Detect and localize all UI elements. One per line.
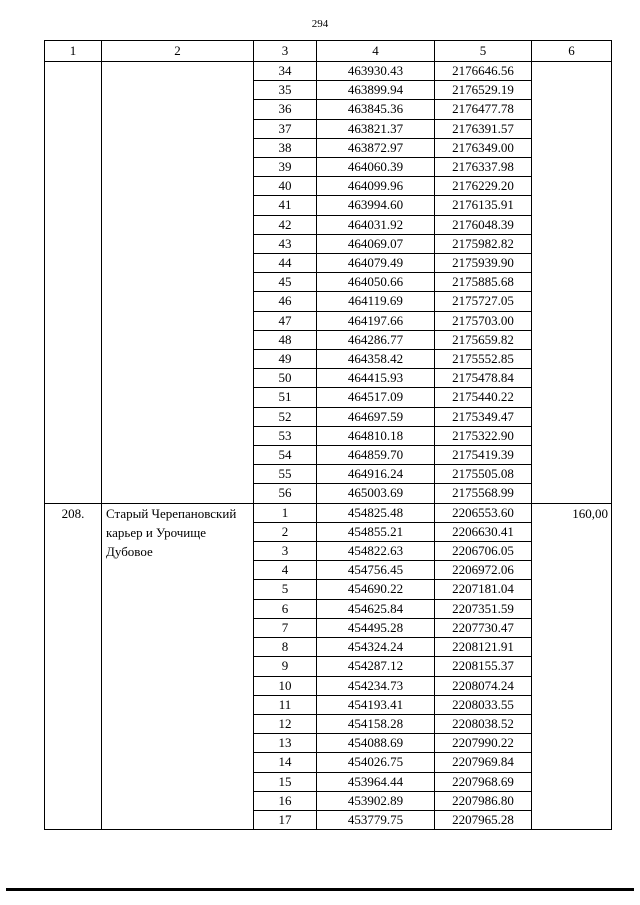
coord-x: 454625.84 bbox=[317, 599, 435, 618]
coord-y: 2207351.59 bbox=[435, 599, 532, 618]
bottom-rule bbox=[6, 888, 634, 891]
coord-x: 453779.75 bbox=[317, 810, 435, 829]
coord-y: 2175703.00 bbox=[435, 311, 532, 330]
point-number: 11 bbox=[254, 695, 317, 714]
header-col-5: 5 bbox=[435, 41, 532, 62]
coord-x: 463930.43 bbox=[317, 62, 435, 81]
coord-y: 2206630.41 bbox=[435, 522, 532, 541]
point-number: 37 bbox=[254, 119, 317, 138]
coord-x: 454324.24 bbox=[317, 638, 435, 657]
object-name: Старый Черепановский карьер и Урочище Дубовое bbox=[102, 503, 254, 829]
point-number: 46 bbox=[254, 292, 317, 311]
coord-y: 2176529.19 bbox=[435, 81, 532, 100]
coord-y: 2175440.22 bbox=[435, 388, 532, 407]
coord-x: 454822.63 bbox=[317, 542, 435, 561]
coord-x: 454193.41 bbox=[317, 695, 435, 714]
coord-y: 2207965.28 bbox=[435, 810, 532, 829]
point-number: 1 bbox=[254, 503, 317, 522]
coord-x: 454158.28 bbox=[317, 714, 435, 733]
point-number: 10 bbox=[254, 676, 317, 695]
point-number: 3 bbox=[254, 542, 317, 561]
point-number: 49 bbox=[254, 350, 317, 369]
coord-y: 2207986.80 bbox=[435, 791, 532, 810]
point-number: 52 bbox=[254, 407, 317, 426]
point-number: 13 bbox=[254, 734, 317, 753]
point-number: 54 bbox=[254, 446, 317, 465]
coord-y: 2175322.90 bbox=[435, 426, 532, 445]
coord-x: 463845.36 bbox=[317, 100, 435, 119]
coord-y: 2208155.37 bbox=[435, 657, 532, 676]
coord-y: 2175552.85 bbox=[435, 350, 532, 369]
header-col-4: 4 bbox=[317, 41, 435, 62]
point-number: 4 bbox=[254, 561, 317, 580]
coord-y: 2207730.47 bbox=[435, 618, 532, 637]
coord-x: 464119.69 bbox=[317, 292, 435, 311]
point-number: 35 bbox=[254, 81, 317, 100]
point-number: 6 bbox=[254, 599, 317, 618]
coord-y: 2175568.99 bbox=[435, 484, 532, 503]
coord-x: 464069.07 bbox=[317, 234, 435, 253]
point-number: 15 bbox=[254, 772, 317, 791]
coord-x: 464517.09 bbox=[317, 388, 435, 407]
coord-x: 454287.12 bbox=[317, 657, 435, 676]
point-number: 50 bbox=[254, 369, 317, 388]
coord-y: 2208038.52 bbox=[435, 714, 532, 733]
point-number: 9 bbox=[254, 657, 317, 676]
table-row bbox=[45, 503, 612, 522]
page-number: 294 bbox=[311, 18, 329, 30]
coord-y: 2206706.05 bbox=[435, 542, 532, 561]
coord-x: 464197.66 bbox=[317, 311, 435, 330]
coord-x: 465003.69 bbox=[317, 484, 435, 503]
coord-x: 464358.42 bbox=[317, 350, 435, 369]
coord-x: 464916.24 bbox=[317, 465, 435, 484]
header-row bbox=[45, 41, 612, 62]
point-number: 16 bbox=[254, 791, 317, 810]
point-number: 41 bbox=[254, 196, 317, 215]
header-col-3: 3 bbox=[254, 41, 317, 62]
coord-x: 464099.96 bbox=[317, 177, 435, 196]
coord-x: 453964.44 bbox=[317, 772, 435, 791]
object-area: 160,00 bbox=[532, 503, 612, 829]
point-number: 55 bbox=[254, 465, 317, 484]
point-number: 39 bbox=[254, 158, 317, 177]
coord-y: 2175478.84 bbox=[435, 369, 532, 388]
object-number bbox=[45, 62, 102, 504]
coord-y: 2176477.78 bbox=[435, 100, 532, 119]
coord-y: 2176135.91 bbox=[435, 196, 532, 215]
coord-y: 2175939.90 bbox=[435, 254, 532, 273]
coord-x: 454495.28 bbox=[317, 618, 435, 637]
coord-x: 463821.37 bbox=[317, 119, 435, 138]
point-number: 7 bbox=[254, 618, 317, 637]
coord-x: 454825.48 bbox=[317, 503, 435, 522]
header-col-1: 1 bbox=[45, 41, 102, 62]
point-number: 2 bbox=[254, 522, 317, 541]
coord-x: 464286.77 bbox=[317, 330, 435, 349]
point-number: 8 bbox=[254, 638, 317, 657]
coord-x: 464697.59 bbox=[317, 407, 435, 426]
coord-x: 454855.21 bbox=[317, 522, 435, 541]
coord-x: 463899.94 bbox=[317, 81, 435, 100]
point-number: 51 bbox=[254, 388, 317, 407]
object-number: 208. bbox=[45, 503, 102, 829]
coord-y: 2207990.22 bbox=[435, 734, 532, 753]
coord-x: 463994.60 bbox=[317, 196, 435, 215]
coord-x: 464079.49 bbox=[317, 254, 435, 273]
coord-y: 2176391.57 bbox=[435, 119, 532, 138]
point-number: 34 bbox=[254, 62, 317, 81]
coord-y: 2175349.47 bbox=[435, 407, 532, 426]
coord-x: 464060.39 bbox=[317, 158, 435, 177]
coord-x: 453902.89 bbox=[317, 791, 435, 810]
coord-y: 2207181.04 bbox=[435, 580, 532, 599]
coord-y: 2208121.91 bbox=[435, 638, 532, 657]
object-name bbox=[102, 62, 254, 504]
coord-y: 2208033.55 bbox=[435, 695, 532, 714]
object-area bbox=[532, 62, 612, 504]
coord-y: 2176349.00 bbox=[435, 138, 532, 157]
coord-y: 2207969.84 bbox=[435, 753, 532, 772]
coord-x: 454690.22 bbox=[317, 580, 435, 599]
coord-y: 2176337.98 bbox=[435, 158, 532, 177]
coord-x: 454756.45 bbox=[317, 561, 435, 580]
coord-y: 2207968.69 bbox=[435, 772, 532, 791]
coord-x: 464031.92 bbox=[317, 215, 435, 234]
point-number: 53 bbox=[254, 426, 317, 445]
coord-y: 2175419.39 bbox=[435, 446, 532, 465]
table-row bbox=[45, 62, 612, 81]
coord-y: 2175727.05 bbox=[435, 292, 532, 311]
point-number: 38 bbox=[254, 138, 317, 157]
coord-y: 2175885.68 bbox=[435, 273, 532, 292]
point-number: 56 bbox=[254, 484, 317, 503]
coord-y: 2176229.20 bbox=[435, 177, 532, 196]
point-number: 48 bbox=[254, 330, 317, 349]
coord-x: 464050.66 bbox=[317, 273, 435, 292]
table-body bbox=[45, 62, 612, 830]
header-col-2: 2 bbox=[102, 41, 254, 62]
point-number: 14 bbox=[254, 753, 317, 772]
coord-y: 2206553.60 bbox=[435, 503, 532, 522]
coord-x: 454234.73 bbox=[317, 676, 435, 695]
point-number: 36 bbox=[254, 100, 317, 119]
coord-x: 464415.93 bbox=[317, 369, 435, 388]
coord-x: 464810.18 bbox=[317, 426, 435, 445]
coord-y: 2176646.56 bbox=[435, 62, 532, 81]
coord-x: 463872.97 bbox=[317, 138, 435, 157]
point-number: 45 bbox=[254, 273, 317, 292]
coord-x: 454088.69 bbox=[317, 734, 435, 753]
header-col-6: 6 bbox=[532, 41, 612, 62]
coord-y: 2175659.82 bbox=[435, 330, 532, 349]
coord-y: 2176048.39 bbox=[435, 215, 532, 234]
coord-y: 2175982.82 bbox=[435, 234, 532, 253]
coord-x: 464859.70 bbox=[317, 446, 435, 465]
coordinates-table bbox=[44, 40, 612, 830]
point-number: 17 bbox=[254, 810, 317, 829]
coord-y: 2175505.08 bbox=[435, 465, 532, 484]
point-number: 47 bbox=[254, 311, 317, 330]
point-number: 5 bbox=[254, 580, 317, 599]
coord-y: 2208074.24 bbox=[435, 676, 532, 695]
point-number: 40 bbox=[254, 177, 317, 196]
point-number: 43 bbox=[254, 234, 317, 253]
point-number: 44 bbox=[254, 254, 317, 273]
point-number: 42 bbox=[254, 215, 317, 234]
coord-y: 2206972.06 bbox=[435, 561, 532, 580]
point-number: 12 bbox=[254, 714, 317, 733]
coord-x: 454026.75 bbox=[317, 753, 435, 772]
